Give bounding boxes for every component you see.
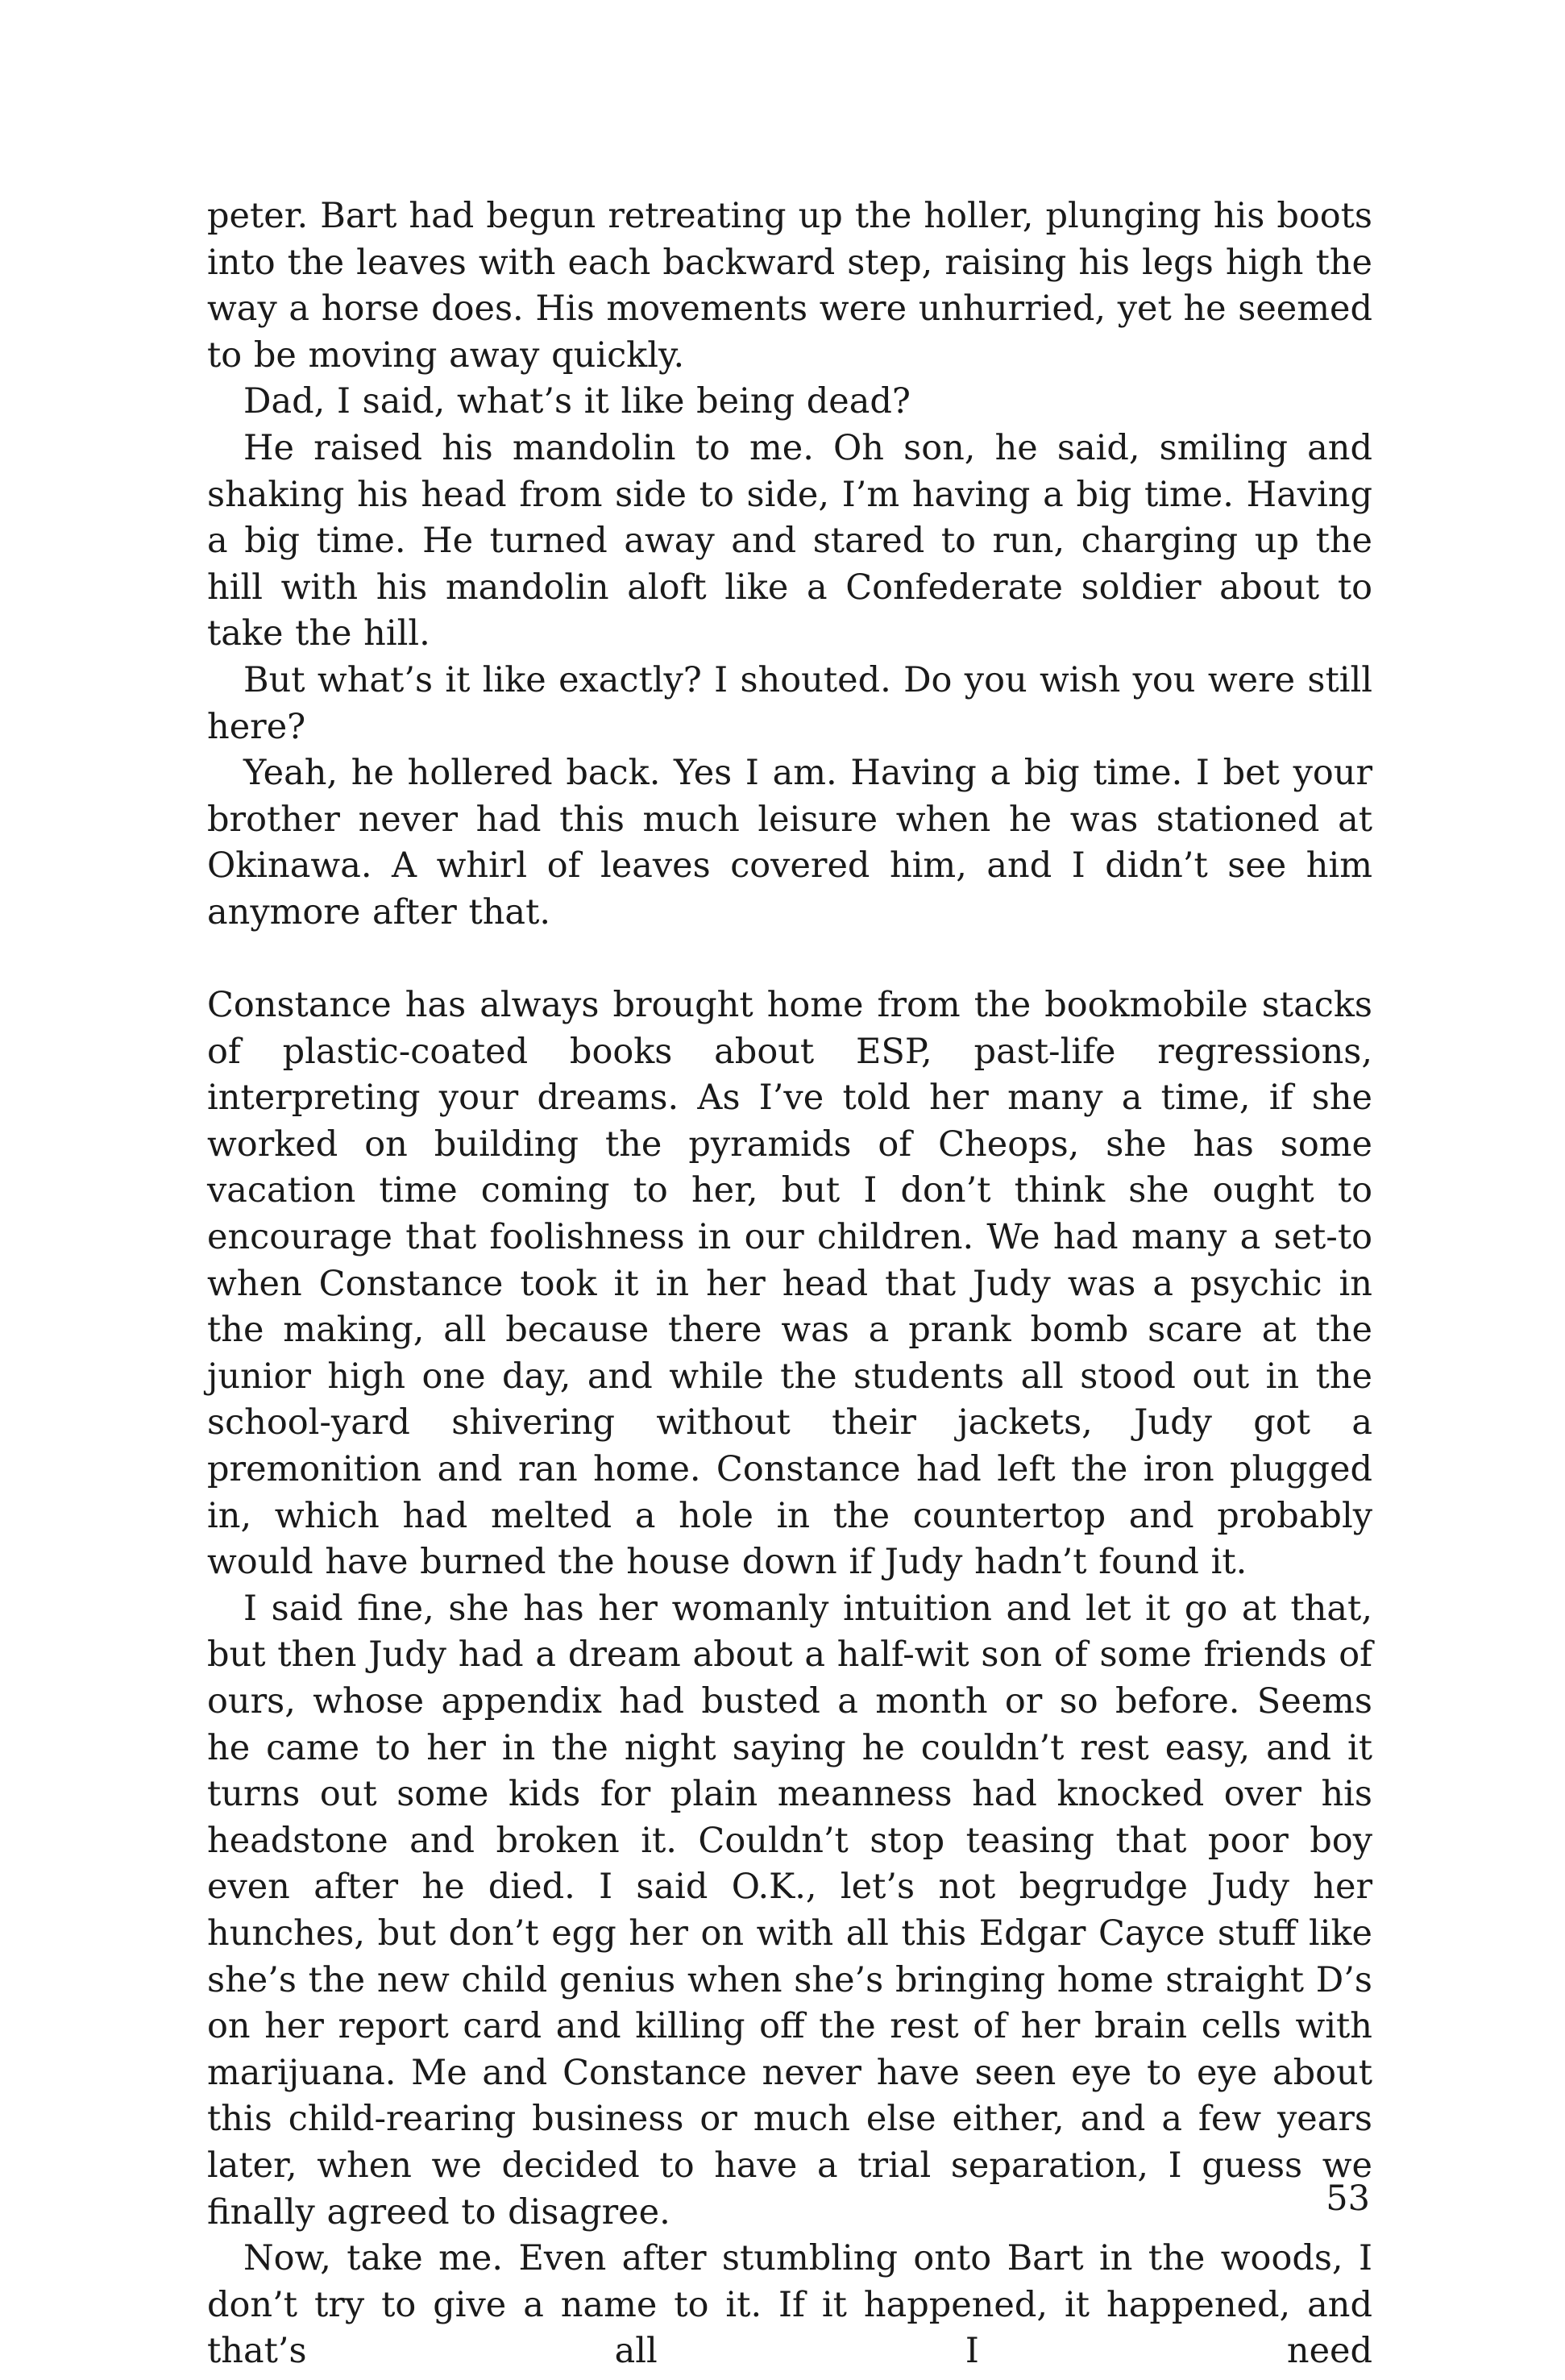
paragraph: Constance has always brought home from the bookmobile stacks of plastic-coated books about ESP, past-life regressions, interpreting your dreams. As I’ve told her many a time, if she worked on building the pyramids of Cheops, she has some vacation time coming to her, but I don’t think she ought to encourage that foolishness in our children. We had many a set-to when Constance took it in her head that Judy was a psychic in the making, all because there was a prank bomb scare at the junior high one day, and while the students all stood out in the school-yard shivering without their jackets, Judy got a premonition and ran home. Constance had left the iron plugged in, which had melted a hole in the countertop and probably would have burned the house down if Judy hadn’t found it. (207, 985, 1372, 1583)
paragraph: Yeah, he hollered back. Yes I am. Having a big time. I bet your brother never had this much leisure when he was stationed at Okinawa. A whirl of leaves covered him, and I didn’t see him anymore after that. (207, 753, 1372, 932)
paragraph: Dad, I said, what’s it like being dead? (243, 381, 911, 422)
page-number: 53 (1326, 2179, 1370, 2219)
body-text (207, 193, 1372, 2375)
paragraph: He raised his mandolin to me. Oh son, he said, smiling and shaking his head from side to side, I’m having a big time. Having a big time. He turned away and stared to run, charging up the hill with his mandolin aloft like a Confederate soldier about to take the hill. (207, 427, 1372, 654)
paragraph: I said fine, she has her womanly intuition and let it go at that, but then Judy had a dream about a half-wit son of some friends of ours, whose appendix had busted a month or so before. Seems he came to her in the night saying he couldn’t rest easy, and it turns out some kids for plain meanness had knocked over his headstone and broken it. Couldn’t stop teasing that poor boy even after he died. I said O.K., let’s not begrudge Judy her hunches, but don’t egg her on with all this Edgar Cayce stuff like she’s the new child genius when she’s bringing home straight D’s on her report card and killing off the rest of her brain cells with marijuana. Me and Constance never have seen eye to eye about this child-rearing business or much else either, and a few years later, when we decided to have a trial separation, I guess we finally agreed to disagree. (207, 1588, 1372, 2233)
paragraph: peter. Bart had begun retreating up the holler, plunging his boots into the leaves with each backward step, raising his legs high the way a horse does. His movements were unhurried, yet he seemed to be moving away quickly. (207, 196, 1372, 376)
paragraph: But what’s it like exactly? I shouted. Do you wish you were still here? (207, 659, 1372, 747)
paragraph: Now, take me. Even after stumbling onto Bart in the woods, I don’t try to give a name to it. If it happened, it happened, and that’s all I need (207, 2238, 1372, 2372)
section-break (207, 937, 1372, 983)
